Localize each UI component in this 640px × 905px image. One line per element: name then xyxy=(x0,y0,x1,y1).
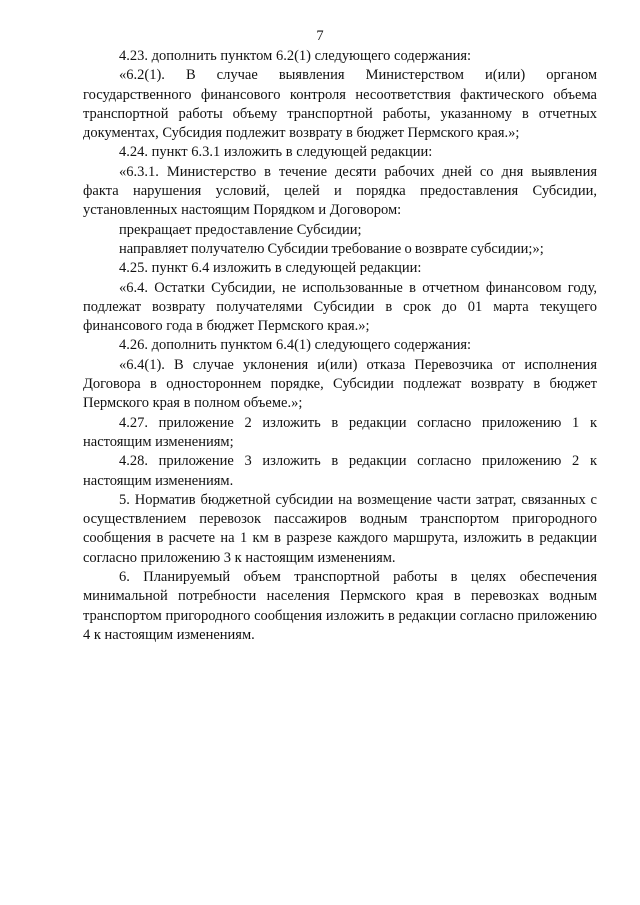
paragraph-stop-subsidy: прекращает предоставление Субсидии; xyxy=(119,221,362,238)
paragraph-6: 6. Планируемый объем транспортной работы в целях обеспечения минимальной потребности населения Пермского края в перевозках водным транспортом пригородного сообщения изложить в редакции согласно приложению 4 к настоящим изменениям. xyxy=(83,569,597,643)
paragraph-4-27: 4.27. приложение 2 изложить в редакции согласно приложению 1 к настоящим изменениям; xyxy=(83,414,597,450)
paragraph-6-2-1: «6.2(1). В случае выявления Министерством и(или) органом государственного финансового контроля несоответствия фактического объема транспортной работы объему транспортной работы, указанному в отчетных документах, Субсидия подлежит возврату в бюджет Пермского края.»; xyxy=(83,67,597,142)
paragraph-4-26: 4.26. дополнить пунктом 6.4(1) следующего содержания: xyxy=(119,337,472,354)
paragraph-4-25: 4.25. пункт 6.4 изложить в следующей редакции: xyxy=(119,260,422,277)
paragraph-6-3-1: «6.3.1. Министерство в течение десяти рабочих дней со дня выявления факта нарушения условий, целей и порядка предоставления Субсидии, установленных настоящим Порядком и Договором: xyxy=(83,163,597,219)
paragraph-4-28: 4.28. приложение 3 изложить в редакции согласно приложению 2 к настоящим изменениям. xyxy=(83,453,597,489)
paragraph-return-demand: направляет получателю Субсидии требование о возврате субсидии;»; xyxy=(119,240,544,257)
paragraph-4-24: 4.24. пункт 6.3.1 изложить в следующей редакции: xyxy=(119,144,433,161)
paragraph-4-23: 4.23. дополнить пунктом 6.2(1) следующего содержания: xyxy=(119,48,472,64)
paragraph-5: 5. Норматив бюджетной субсидии на возмещение части затрат, связанных с осуществлением перевозок пассажиров водным транспортом пригородного сообщения в расчете на 1 км в разрезе каждого маршрута, изложить в редакции согласно приложению 3 к настоящим изменениям. xyxy=(83,491,597,566)
page-number: 7 xyxy=(316,28,324,44)
paragraph-6-4-1: «6.4(1). В случае уклонения и(или) отказа Перевозчика от исполнения Договора в одностороннем порядке, Субсидии подлежат возврату в бюджет Пермского края в полном объеме.»; xyxy=(83,356,597,412)
paragraph-6-4: «6.4. Остатки Субсидии, не использованные в отчетном финансовом году, подлежат возврату получателями Субсидии в срок до 01 марта текущего финансового года в бюджет Пермского края.»; xyxy=(83,279,597,335)
document-body xyxy=(83,47,597,645)
